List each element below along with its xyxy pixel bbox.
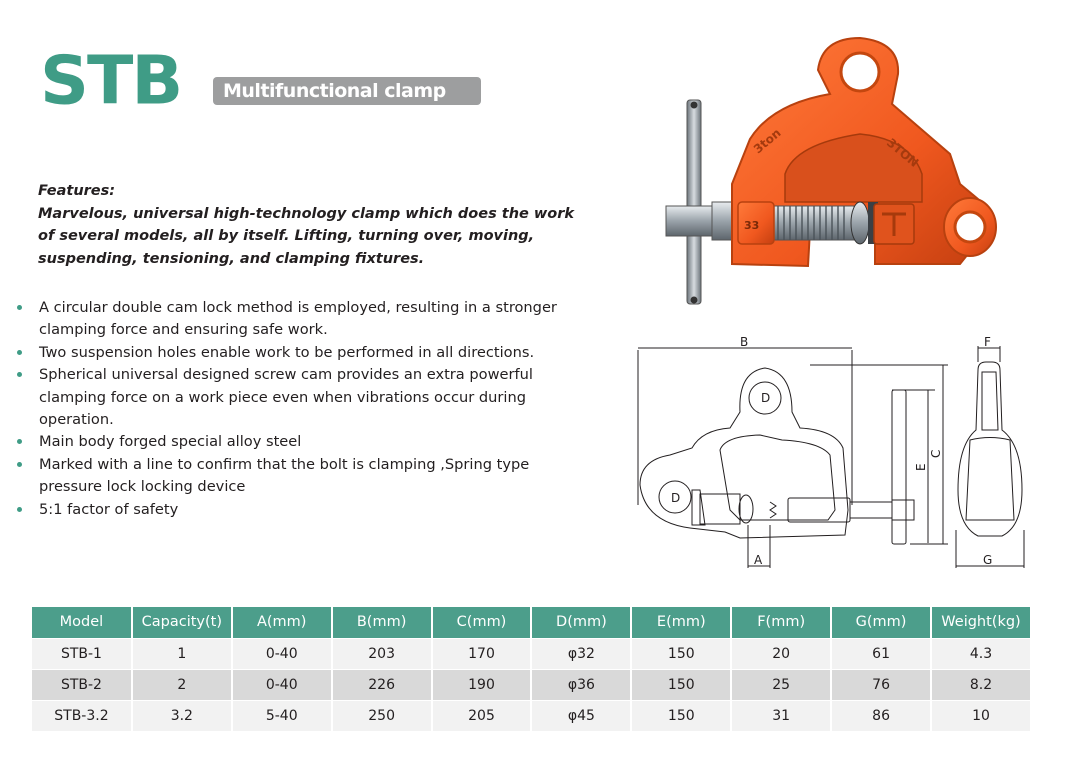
dimension-label-c: C <box>929 449 943 458</box>
table-cell: 86 <box>831 700 931 731</box>
dimension-label-a: A <box>754 553 763 567</box>
dimension-drawing <box>630 330 1050 575</box>
clamp-screw <box>770 206 854 240</box>
bullet-item: 5:1 factor of safety <box>16 499 586 521</box>
header-f: F(mm) <box>731 607 831 638</box>
dimension-label-g: G <box>983 553 993 567</box>
bullet-item: Main body forged special alloy steel <box>16 431 586 453</box>
header-a: A(mm) <box>232 607 332 638</box>
header-capacity: Capacity(t) <box>132 607 232 638</box>
table-cell: 61 <box>831 638 931 669</box>
features-heading: Features: <box>38 183 116 199</box>
header-e: E(mm) <box>631 607 731 638</box>
table-cell: 0-40 <box>232 669 332 700</box>
clamp-photo <box>660 34 1020 314</box>
table-cell: 250 <box>332 700 432 731</box>
table-cell: φ36 <box>531 669 631 700</box>
table-cell: STB-1 <box>32 638 132 669</box>
table-cell: 20 <box>731 638 831 669</box>
table-header-row <box>32 607 1031 638</box>
header-model: Model <box>32 607 132 638</box>
table-cell: 226 <box>332 669 432 700</box>
marking-right: 3TON <box>884 135 922 170</box>
table-cell: 150 <box>631 638 731 669</box>
table-row <box>32 669 1031 700</box>
product-subtitle: Multifunctional clamp <box>213 77 481 105</box>
table-cell: STB-2 <box>32 669 132 700</box>
header-weight: Weight(kg) <box>931 607 1031 638</box>
table-cell: 25 <box>731 669 831 700</box>
dimension-label-f: F <box>984 335 991 349</box>
table-row <box>32 700 1031 731</box>
bullet-item: Marked with a line to confirm that the bolt is clamping ,Spring type pressure lock locking device <box>16 454 586 499</box>
features-description: Marvelous, universal high-technology clamp which does the work of several models, all by itself. Lifting, turning over, moving, suspending, tensioning, and clamping fixtures. <box>38 205 575 267</box>
bullet-item: Spherical universal designed screw cam provides an extra powerful clamping force on a work piece even when vibrations occur during operation. <box>16 364 586 431</box>
table-cell: 0-40 <box>232 638 332 669</box>
table-cell: φ32 <box>531 638 631 669</box>
header-b: B(mm) <box>332 607 432 638</box>
table-cell: 2 <box>132 669 232 700</box>
table-cell: 5-40 <box>232 700 332 731</box>
table-cell: 1 <box>132 638 232 669</box>
header-g: G(mm) <box>831 607 931 638</box>
dimension-label-b: B <box>740 335 749 349</box>
spec-table <box>32 607 1032 731</box>
dimension-label-e: E <box>914 463 928 471</box>
dimension-label-d-top: D <box>761 391 771 405</box>
table-cell: 190 <box>432 669 532 700</box>
table-cell: 150 <box>631 700 731 731</box>
table-cell: STB-3.2 <box>32 700 132 731</box>
bullet-item: A circular double cam lock method is employed, resulting in a stronger clamping force and ensuring safe work. <box>16 297 586 342</box>
table-cell: 203 <box>332 638 432 669</box>
feature-bullet-list <box>16 297 586 521</box>
hex-nut <box>666 206 714 236</box>
features-block <box>38 180 578 270</box>
table-cell: 76 <box>831 669 931 700</box>
table-row <box>32 638 1031 669</box>
table-cell: 3.2 <box>132 700 232 731</box>
table-cell: 31 <box>731 700 831 731</box>
handle-bar <box>687 100 701 304</box>
table-cell: 4.3 <box>931 638 1031 669</box>
dimension-label-d-side: D <box>671 491 681 505</box>
table-cell: 170 <box>432 638 532 669</box>
table-cell: φ45 <box>531 700 631 731</box>
table-cell: 205 <box>432 700 532 731</box>
table-cell: 150 <box>631 669 731 700</box>
table-cell: 8.2 <box>931 669 1031 700</box>
marking-screw: 33 <box>744 219 760 232</box>
table-cell: 10 <box>931 700 1031 731</box>
header-d: D(mm) <box>531 607 631 638</box>
header-c: C(mm) <box>432 607 532 638</box>
product-title: STB <box>40 42 182 121</box>
bullet-item: Two suspension holes enable work to be performed in all directions. <box>16 342 586 364</box>
marking-left: 3ton <box>750 125 784 157</box>
